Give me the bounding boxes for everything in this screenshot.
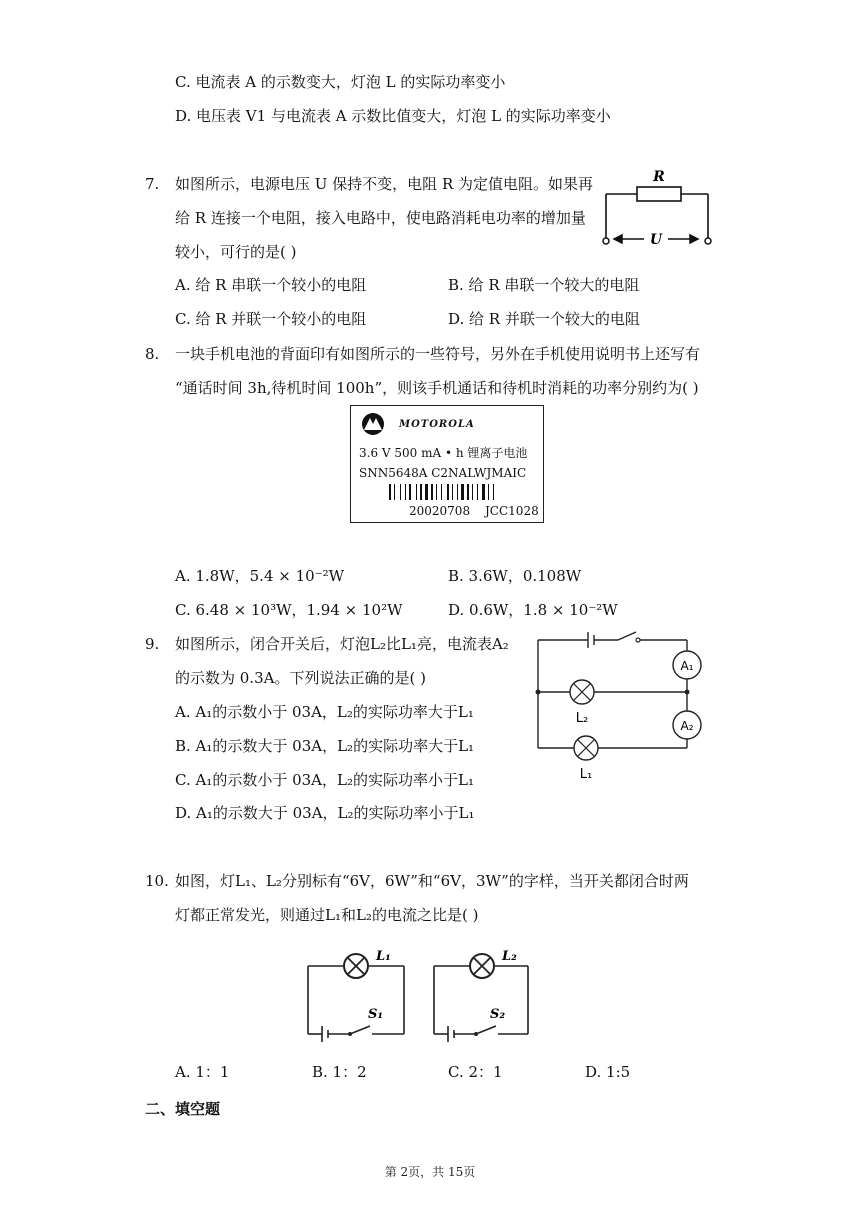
q8-number: 8. [145, 345, 160, 363]
q9-option-a: A. A₁的示数小于 03A，L₂的实际功率大于L₁ [175, 703, 474, 721]
q8-option-d: D. 0.6W，1.8 × 10⁻²W [448, 601, 618, 619]
battery-code: JCC1028 [485, 504, 539, 518]
page-footer: 第 2页，共 15页 [384, 1165, 476, 1179]
barcode-icon [389, 484, 525, 500]
q7-u-label: U [649, 232, 663, 248]
battery-spec: 3.6 V 500 mA • h 锂离子电池 [359, 446, 528, 460]
lamp-l1-icon [574, 736, 598, 760]
q10-option-a: A. 1：1 [175, 1063, 230, 1081]
q10-option-c: C. 2：1 [448, 1063, 503, 1081]
q7-terminal-left [603, 238, 609, 244]
q10-s1-label: S₁ [368, 1007, 384, 1022]
q7-option-a: A. 给 R 串联一个较小的电阻 [175, 276, 367, 294]
q7-r-label: R [653, 169, 665, 185]
q10-stem-line2: 灯都正常发光，则通过L₁和L₂的电流之比是( ) [175, 906, 479, 924]
section-heading-fill-blank: 二、填空题 [145, 1100, 221, 1118]
q9-option-d: D. A₁的示数大于 03A，L₂的实际功率小于L₁ [175, 804, 475, 822]
q7-option-c: C. 给 R 并联一个较小的电阻 [175, 310, 367, 328]
switch-s2-pivot [474, 1032, 478, 1036]
q9-option-b: B. A₁的示数大于 03A，L₂的实际功率大于L₁ [175, 737, 475, 755]
q7-circuit-figure [596, 164, 720, 254]
q10-lamp-l1-icon [344, 954, 368, 978]
q7-option-b: B. 给 R 串联一个较大的电阻 [448, 276, 640, 294]
brand-logo-icon [359, 412, 387, 436]
q6-option-c: C. 电流表 A 的示数变大，灯泡 L 的实际功率变小 [175, 73, 506, 91]
battery-label-figure [350, 405, 544, 523]
switch-s1-pivot [348, 1032, 352, 1036]
ammeter-a1-label: A₁ [680, 659, 694, 673]
battery-date: 20020708 [409, 504, 471, 518]
junction-left [536, 690, 541, 695]
q9-stem-line1: 如图所示，闭合开关后，灯泡L₂比L₁亮，电流表A₂ [175, 635, 509, 653]
q10-s2-label: S₂ [490, 1007, 506, 1022]
q10-number: 10. [145, 872, 169, 890]
q9-stem-line2: 的示数为 0.3A。下列说法正确的是( ) [175, 669, 426, 687]
switch-contact [636, 638, 640, 642]
q10-l2-label: L₂ [502, 949, 517, 964]
lamp-l1-label: L₁ [579, 767, 593, 782]
q9-option-c: C. A₁的示数小于 03A，L₂的实际功率小于L₁ [175, 771, 474, 789]
ammeter-a2-label: A₂ [680, 719, 694, 733]
q10-option-d: D. 1:5 [585, 1063, 631, 1081]
q10-option-b: B. 1：2 [312, 1063, 367, 1081]
q8-option-c: C. 6.48 × 10³W，1.94 × 10²W [175, 601, 403, 619]
q9-circuit-figure [530, 624, 710, 790]
q7-stem-line1: 如图所示，电源电压 U 保持不变，电阻 R 为定值电阻。如果再 [175, 175, 594, 193]
q8-option-a: A. 1.8W，5.4 × 10⁻²W [175, 567, 345, 585]
q10-lamp-l2-icon [470, 954, 494, 978]
q7-number: 7. [145, 175, 160, 193]
q7-option-d: D. 给 R 并联一个较大的电阻 [448, 310, 640, 328]
q10-circuit-figure [300, 942, 540, 1042]
q10-l1-label: L₁ [376, 949, 391, 964]
q6-option-d: D. 电压表 V1 与电流表 A 示数比值变大，灯泡 L 的实际功率变小 [175, 107, 611, 125]
q7-stem-line3: 较小，可行的是( ) [175, 243, 297, 261]
junction-right [685, 690, 690, 695]
q9-number: 9. [145, 635, 160, 653]
lamp-l2-icon [570, 680, 594, 704]
q7-stem-line2: 给 R 连接一个电阻，接入电路中，使电路消耗电功率的增加量 [175, 209, 586, 227]
q8-stem-line2: “通话时间 3h,待机时间 100h”，则该手机通话和待机时消耗的功率分别约为( ) [175, 379, 699, 397]
q8-option-b: B. 3.6W，0.108W [448, 567, 582, 585]
q10-stem-line1: 如图，灯L₁、L₂分别标有“6V，6W”和“6V，3W”的字样，当开关都闭合时两 [175, 872, 689, 890]
battery-model: SNN5648A C2NALWJMAIC [359, 466, 527, 480]
q7-resistor [637, 187, 681, 201]
battery-brand: MOTOROLA [399, 419, 475, 430]
lamp-l2-label: L₂ [575, 711, 589, 726]
q8-stem-line1: 一块手机电池的背面印有如图所示的一些符号，另外在手机使用说明书上还写有 [175, 345, 701, 363]
q7-terminal-right [705, 238, 711, 244]
